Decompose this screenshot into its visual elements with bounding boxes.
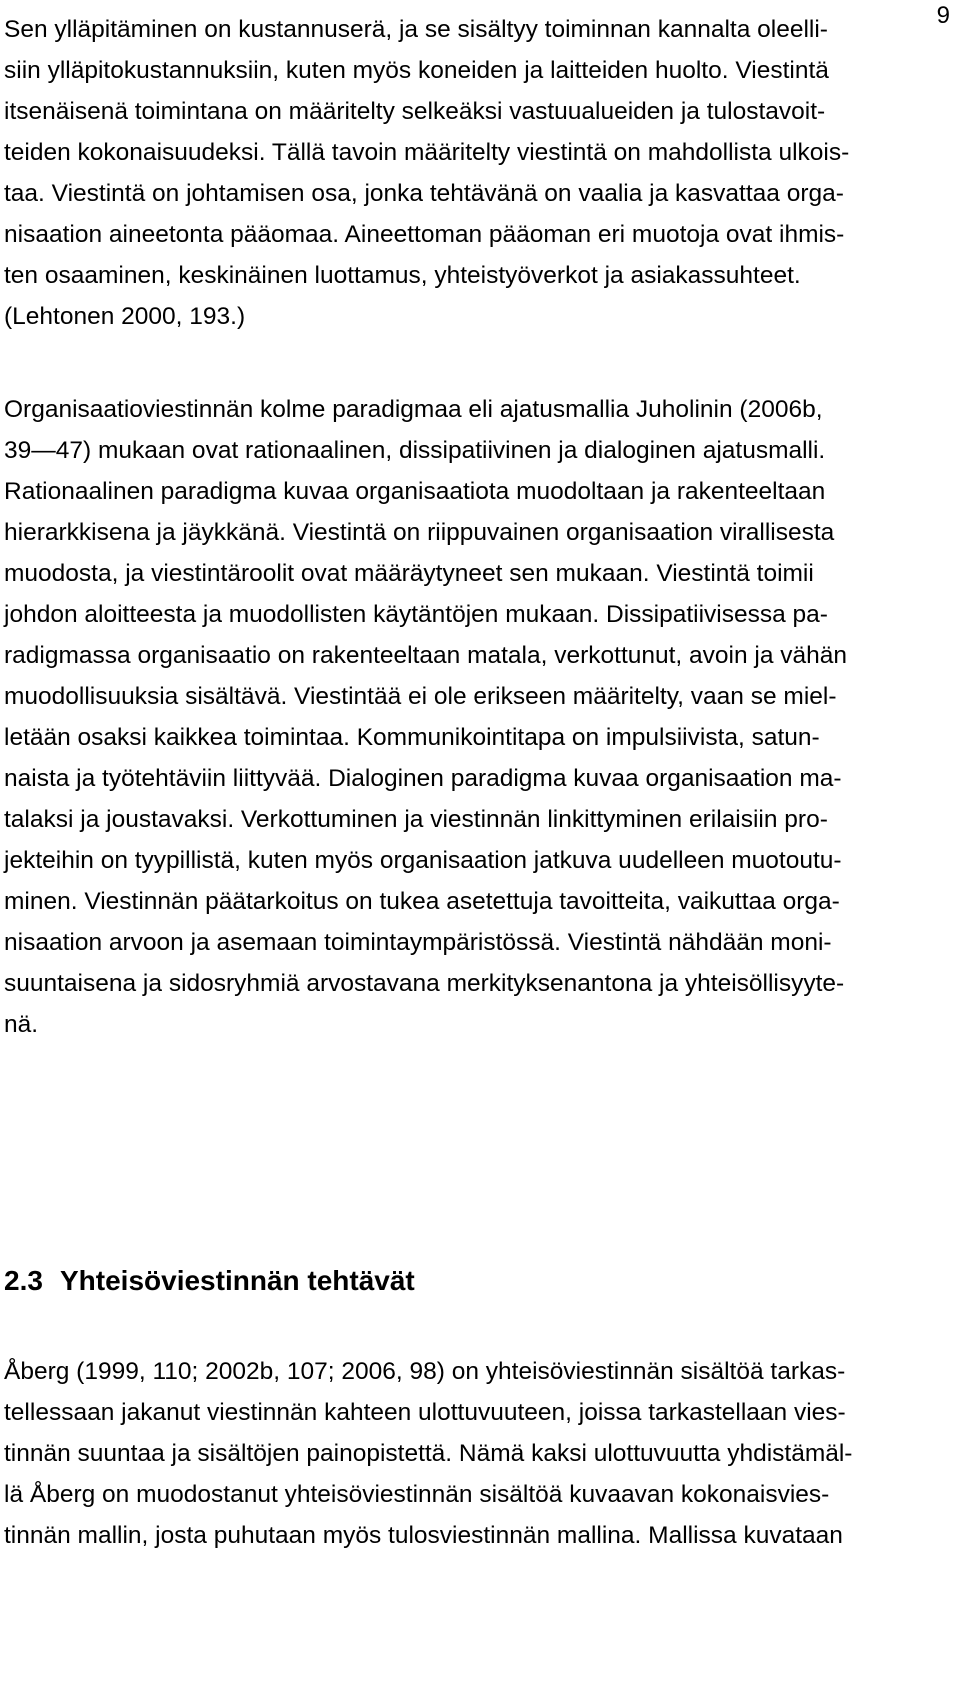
text-line: johdon aloitteesta ja muodollisten käytäntöjen mukaan. Dissipatiivisessa pa- bbox=[4, 601, 828, 628]
text-line: muodollisuuksia sisältävä. Viestintää ei ole erikseen määritelty, vaan se miel- bbox=[4, 683, 837, 710]
text-line: ten osaaminen, keskinäinen luottamus, yhteistyöverkot ja asiakassuhteet. bbox=[4, 262, 801, 289]
section-number: 2.3 bbox=[4, 1265, 43, 1296]
text-line: letään osaksi kaikkea toimintaa. Kommunikointitapa on impulsiivista, satun- bbox=[4, 724, 820, 751]
text-line: talaksi ja joustavaksi. Verkottuminen ja viestinnän linkittyminen erilaisiin pro- bbox=[4, 806, 828, 833]
text-line: itsenäisenä toimintana on määritelty selkeäksi vastuualueiden ja tulostavoit- bbox=[4, 98, 826, 125]
section-title: Yhteisöviestinnän tehtävät bbox=[60, 1265, 415, 1296]
text-line: suuntaisena ja sidosryhmiä arvostavana merkityksenantona ja yhteisöllisyyte- bbox=[4, 970, 845, 997]
text-line: 39—47) mukaan ovat rationaalinen, dissipatiivinen ja dialoginen ajatusmalli. bbox=[4, 437, 826, 464]
text-line: tinnän mallin, josta puhutaan myös tulosviestinnän mallina. Mallissa kuvataan bbox=[4, 1522, 843, 1549]
text-line: nä. bbox=[4, 1011, 39, 1038]
text-line: jekteihin on tyypillistä, kuten myös organisaation jatkuva uudelleen muotoutu- bbox=[4, 847, 842, 874]
text-line: lä Åberg on muodostanut yhteisöviestinnän sisältöä kuvaavan kokonaisvies- bbox=[4, 1481, 830, 1508]
text-line: nisaation arvoon ja asemaan toimintaympäristössä. Viestintä nähdään moni- bbox=[4, 929, 832, 956]
text-line: tellessaan jakanut viestinnän kahteen ulottuvuuteen, joissa tarkastellaan vies- bbox=[4, 1399, 846, 1426]
text-line: Sen ylläpitäminen on kustannuserä, ja se sisältyy toiminnan kannalta oleelli- bbox=[4, 16, 828, 43]
text-line: nisaation aineetonta pääomaa. Aineettoman pääoman eri muotoja ovat ihmis- bbox=[4, 221, 845, 248]
text-line: teiden kokonaisuudeksi. Tällä tavoin määritelty viestintä on mahdollista ulkois- bbox=[4, 139, 850, 166]
text-line: naista ja työtehtäviin liittyvää. Dialoginen paradigma kuvaa organisaation ma- bbox=[4, 765, 842, 792]
section-heading bbox=[4, 1267, 415, 1295]
text-line: taa. Viestintä on johtamisen osa, jonka tehtävänä on vaalia ja kasvattaa orga- bbox=[4, 180, 844, 207]
text-line: minen. Viestinnän päätarkoitus on tukea asetettuja tavoitteita, vaikuttaa orga- bbox=[4, 888, 840, 915]
text-line: Organisaatioviestinnän kolme paradigmaa eli ajatusmallia Juholinin (2006b, bbox=[4, 396, 823, 423]
text-line: tinnän suuntaa ja sisältöjen painopistettä. Nämä kaksi ulottuvuutta yhdistämäl- bbox=[4, 1440, 853, 1467]
text-line: Rationaalinen paradigma kuvaa organisaatiota muodoltaan ja rakenteeltaan bbox=[4, 478, 826, 505]
text-line: Åberg (1999, 110; 2002b, 107; 2006, 98) on yhteisöviestinnän sisältöä tarkas- bbox=[4, 1358, 846, 1385]
text-line: siin ylläpitokustannuksiin, kuten myös koneiden ja laitteiden huolto. Viestintä bbox=[4, 57, 829, 84]
page-number: 9 bbox=[936, 2, 950, 29]
text-line: radigmassa organisaatio on rakenteeltaan matala, verkottunut, avoin ja vähän bbox=[4, 642, 848, 669]
text-line: (Lehtonen 2000, 193.) bbox=[4, 303, 246, 330]
text-line: muodosta, ja viestintäroolit ovat määräytyneet sen mukaan. Viestintä toimii bbox=[4, 560, 814, 587]
text-line: hierarkkisena ja jäykkänä. Viestintä on riippuvainen organisaation virallisesta bbox=[4, 519, 835, 546]
